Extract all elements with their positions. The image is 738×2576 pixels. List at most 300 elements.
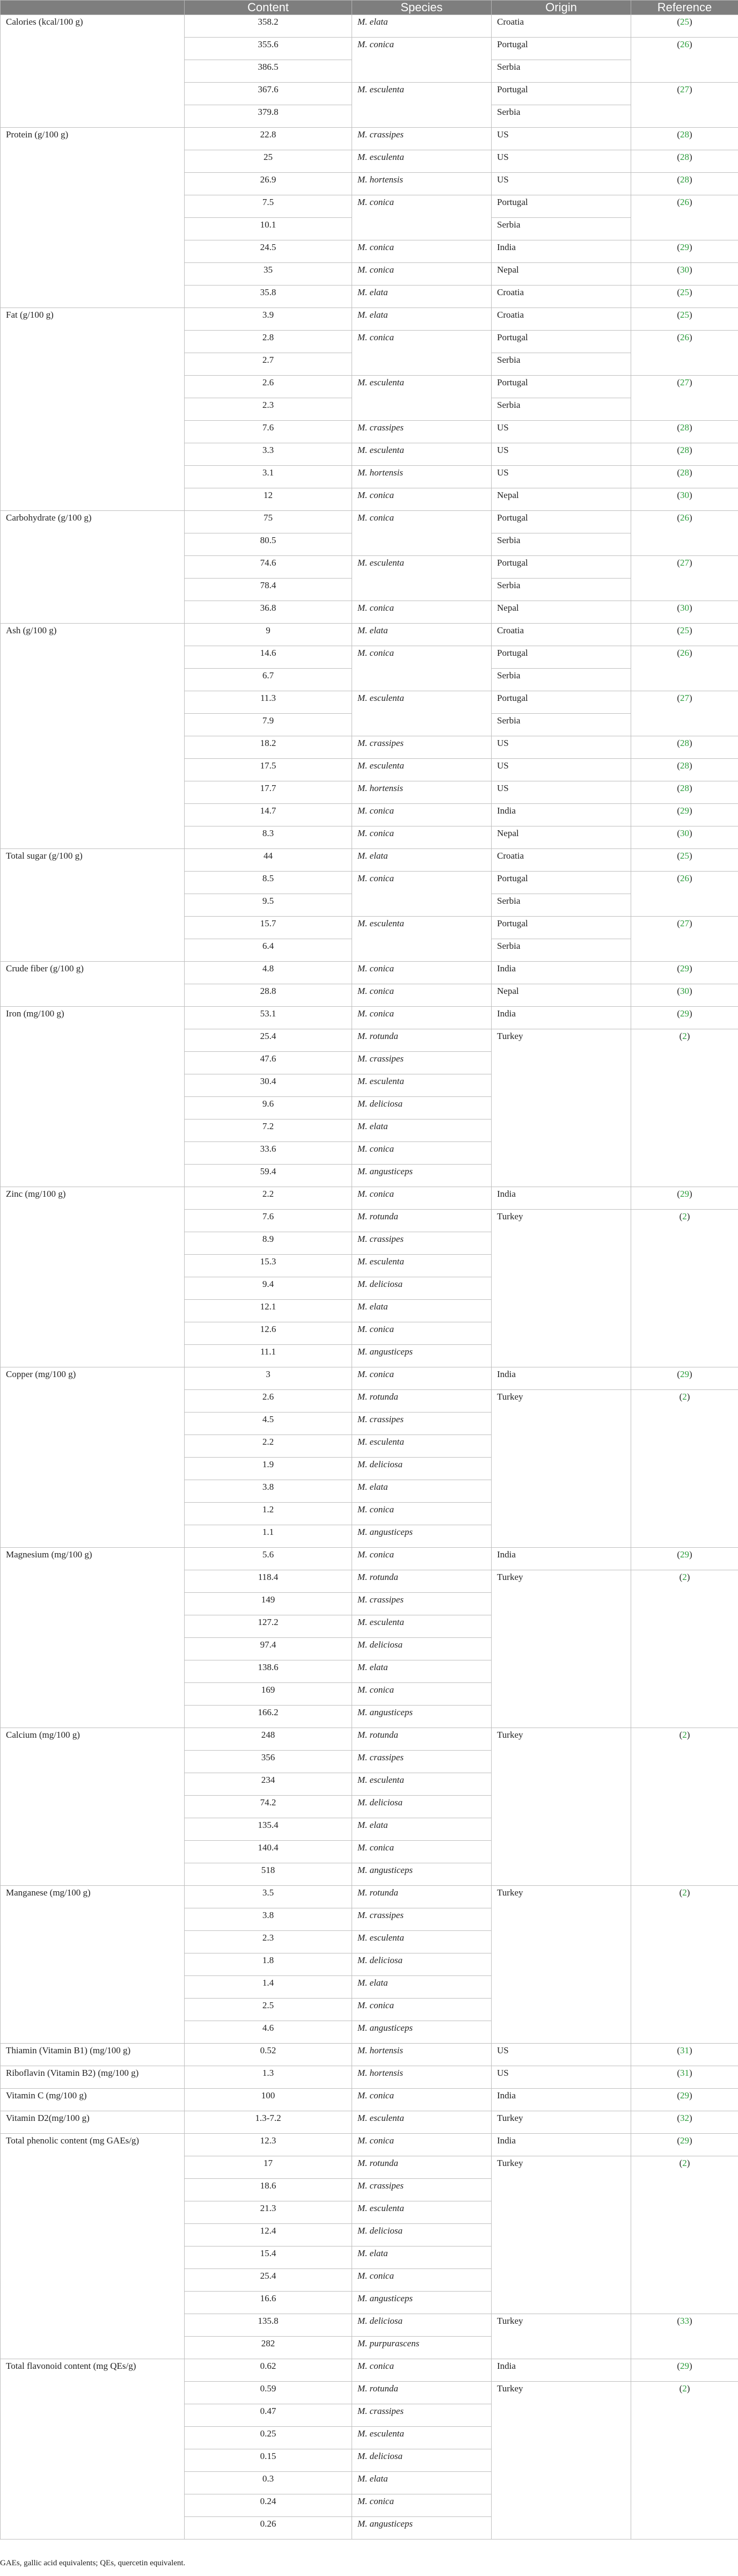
species-cell: M. esculenta xyxy=(352,1615,492,1638)
species-cell: M. crassipes xyxy=(352,128,492,150)
species-cell: M. angusticeps xyxy=(352,1706,492,1728)
content-cell: 9.4 xyxy=(185,1277,352,1300)
content-cell: 3.5 xyxy=(185,1886,352,1908)
species-cell: M. elata xyxy=(352,1480,492,1503)
species-cell: M. conica xyxy=(352,826,492,849)
species-cell: M. esculenta xyxy=(352,2111,492,2134)
content-cell: 379.8 xyxy=(185,105,352,128)
species-cell: M. rotunda xyxy=(352,1210,492,1232)
species-cell: M. hortensis xyxy=(352,2044,492,2066)
content-cell: 248 xyxy=(185,1728,352,1751)
species-cell: M. conica xyxy=(352,1683,492,1706)
origin-cell: Serbia xyxy=(492,939,631,962)
header-origin: Origin xyxy=(492,1,631,15)
content-cell: 4.5 xyxy=(185,1413,352,1435)
content-cell: 358.2 xyxy=(185,15,352,38)
reference-cell: (28) xyxy=(631,736,738,759)
origin-cell: India xyxy=(492,1007,631,1029)
origin-cell: Turkey xyxy=(492,1886,631,2044)
content-cell: 53.1 xyxy=(185,1007,352,1029)
reference-cell: (2) xyxy=(631,1210,738,1367)
origin-cell: US xyxy=(492,736,631,759)
species-cell: M. deliciosa xyxy=(352,1277,492,1300)
content-cell: 7.9 xyxy=(185,714,352,736)
species-cell: M. conica xyxy=(352,511,492,556)
reference-link[interactable]: 2 xyxy=(682,1211,687,1221)
reference-link[interactable]: 2 xyxy=(682,1730,687,1740)
reference-link[interactable]: 28 xyxy=(680,422,689,433)
content-cell: 12 xyxy=(185,488,352,511)
content-cell: 4.6 xyxy=(185,2021,352,2044)
content-cell: 8.3 xyxy=(185,826,352,849)
reference-cell: (33) xyxy=(631,2314,738,2359)
species-cell: M. esculenta xyxy=(352,2201,492,2224)
parameter-cell: Copper (mg/100 g) xyxy=(1,1367,185,1548)
content-cell: 518 xyxy=(185,1863,352,1886)
reference-link[interactable]: 27 xyxy=(680,918,689,928)
content-cell: 7.6 xyxy=(185,1210,352,1232)
species-cell: M. elata xyxy=(352,1119,492,1142)
content-cell: 2.3 xyxy=(185,1931,352,1953)
content-cell: 100 xyxy=(185,2089,352,2111)
content-cell: 18.2 xyxy=(185,736,352,759)
content-cell: 47.6 xyxy=(185,1052,352,1074)
content-cell: 1.9 xyxy=(185,1458,352,1480)
reference-link[interactable]: 30 xyxy=(680,265,689,275)
origin-cell: Nepal xyxy=(492,263,631,286)
reference-link[interactable]: 26 xyxy=(680,648,689,658)
species-cell: M. elata xyxy=(352,624,492,646)
content-cell: 59.4 xyxy=(185,1165,352,1187)
reference-link[interactable]: 29 xyxy=(680,1549,689,1560)
reference-cell: (27) xyxy=(631,376,738,421)
species-cell: M. angusticeps xyxy=(352,1345,492,1367)
content-cell: 15.3 xyxy=(185,1255,352,1277)
species-cell: M. esculenta xyxy=(352,83,492,128)
species-cell: M. rotunda xyxy=(352,1390,492,1413)
content-cell: 17.7 xyxy=(185,781,352,804)
reference-cell: (2) xyxy=(631,1390,738,1548)
species-cell: M. deliciosa xyxy=(352,1638,492,1660)
reference-cell: (27) xyxy=(631,691,738,736)
species-cell: M. rotunda xyxy=(352,1029,492,1052)
reference-link[interactable]: 33 xyxy=(680,2316,689,2326)
content-cell: 12.3 xyxy=(185,2134,352,2156)
content-cell: 11.1 xyxy=(185,1345,352,1367)
reference-cell: (32) xyxy=(631,2111,738,2134)
species-cell: M. conica xyxy=(352,2359,492,2382)
content-cell: 8.9 xyxy=(185,1232,352,1255)
species-cell: M. crassipes xyxy=(352,736,492,759)
species-cell: M. elata xyxy=(352,1300,492,1322)
reference-cell: (26) xyxy=(631,38,738,83)
reference-cell: (28) xyxy=(631,150,738,173)
reference-link[interactable]: 30 xyxy=(680,490,689,500)
table-row xyxy=(1,15,738,38)
species-cell: M. esculenta xyxy=(352,1931,492,1953)
parameter-cell: Vitamin C (mg/100 g) xyxy=(1,2089,185,2111)
header-parameter xyxy=(1,1,185,15)
origin-cell: US xyxy=(492,759,631,781)
table-row xyxy=(1,2359,738,2382)
content-cell: 356 xyxy=(185,1751,352,1773)
content-cell: 26.9 xyxy=(185,173,352,195)
origin-cell: India xyxy=(492,2134,631,2156)
reference-cell: (29) xyxy=(631,2134,738,2156)
content-cell: 74.2 xyxy=(185,1796,352,1818)
origin-cell: Turkey xyxy=(492,1390,631,1548)
content-cell: 0.62 xyxy=(185,2359,352,2382)
species-cell: M. crassipes xyxy=(352,1908,492,1931)
content-cell: 28.8 xyxy=(185,984,352,1007)
content-cell: 2.2 xyxy=(185,1435,352,1458)
reference-cell: (28) xyxy=(631,173,738,195)
species-cell: M. conica xyxy=(352,195,492,240)
content-cell: 1.3-7.2 xyxy=(185,2111,352,2134)
content-cell: 15.7 xyxy=(185,917,352,939)
species-cell: M. elata xyxy=(352,308,492,331)
species-cell: M. esculenta xyxy=(352,150,492,173)
reference-link[interactable]: 25 xyxy=(680,625,689,635)
reference-link[interactable]: 28 xyxy=(680,152,689,162)
parameter-cell: Total sugar (g/100 g) xyxy=(1,849,185,962)
species-cell: M. angusticeps xyxy=(352,2021,492,2044)
origin-cell: Turkey xyxy=(492,1210,631,1367)
table-row xyxy=(1,1367,738,1390)
reference-link[interactable]: 30 xyxy=(680,828,689,838)
origin-cell: US xyxy=(492,173,631,195)
species-cell: M. deliciosa xyxy=(352,1796,492,1818)
reference-link[interactable]: 29 xyxy=(680,2361,689,2371)
reference-link[interactable]: 28 xyxy=(680,783,689,793)
content-cell: 36.8 xyxy=(185,601,352,624)
reference-link[interactable]: 26 xyxy=(680,332,689,342)
reference-link[interactable]: 29 xyxy=(680,806,689,816)
reference-cell: (29) xyxy=(631,1367,738,1390)
reference-link[interactable]: 28 xyxy=(680,467,689,478)
content-cell: 25 xyxy=(185,150,352,173)
content-cell: 2.5 xyxy=(185,1999,352,2021)
parameter-cell: Manganese (mg/100 g) xyxy=(1,1886,185,2044)
parameter-cell: Crude fiber (g/100 g) xyxy=(1,962,185,1007)
content-cell: 33.6 xyxy=(185,1142,352,1165)
content-cell: 0.15 xyxy=(185,2449,352,2472)
reference-link[interactable]: 25 xyxy=(680,17,689,27)
content-cell: 2.2 xyxy=(185,1187,352,1210)
origin-cell: Croatia xyxy=(492,849,631,872)
table-row xyxy=(1,624,738,646)
reference-cell: (31) xyxy=(631,2044,738,2066)
species-cell: M. crassipes xyxy=(352,1593,492,1615)
table-row xyxy=(1,1548,738,1570)
content-cell: 35 xyxy=(185,263,352,286)
origin-cell: India xyxy=(492,2359,631,2382)
origin-cell: Turkey xyxy=(492,1029,631,1187)
reference-link[interactable]: 28 xyxy=(680,445,689,455)
reference-link[interactable]: 2 xyxy=(682,1392,687,1402)
origin-cell: Serbia xyxy=(492,218,631,240)
origin-cell: US xyxy=(492,466,631,488)
origin-cell: Portugal xyxy=(492,556,631,579)
content-cell: 16.6 xyxy=(185,2292,352,2314)
species-cell: M. rotunda xyxy=(352,1886,492,1908)
species-cell: M. conica xyxy=(352,1007,492,1029)
reference-link[interactable]: 2 xyxy=(682,2383,687,2394)
content-cell: 9.6 xyxy=(185,1097,352,1119)
origin-cell: Serbia xyxy=(492,353,631,376)
reference-link[interactable]: 30 xyxy=(680,603,689,613)
content-cell: 135.4 xyxy=(185,1818,352,1841)
content-cell: 12.1 xyxy=(185,1300,352,1322)
reference-cell: (29) xyxy=(631,804,738,826)
reference-cell: (2) xyxy=(631,1570,738,1728)
species-cell: M. crassipes xyxy=(352,1232,492,1255)
species-cell: M. conica xyxy=(352,1503,492,1525)
species-cell: M. esculenta xyxy=(352,2427,492,2449)
reference-link[interactable]: 26 xyxy=(680,873,689,883)
content-cell: 1.2 xyxy=(185,1503,352,1525)
origin-cell: US xyxy=(492,150,631,173)
reference-cell: (25) xyxy=(631,308,738,331)
header-reference: Reference xyxy=(631,1,738,15)
species-cell: M. elata xyxy=(352,1976,492,1999)
species-cell: M. rotunda xyxy=(352,2156,492,2179)
reference-link[interactable]: 29 xyxy=(680,1369,689,1379)
parameter-cell: Protein (g/100 g) xyxy=(1,128,185,308)
origin-cell: Serbia xyxy=(492,714,631,736)
species-cell: M. angusticeps xyxy=(352,1165,492,1187)
content-cell: 44 xyxy=(185,849,352,872)
table-body xyxy=(1,15,738,2540)
reference-cell: (26) xyxy=(631,511,738,556)
species-cell: M. conica xyxy=(352,263,492,286)
reference-link[interactable]: 27 xyxy=(680,558,689,568)
species-cell: M. conica xyxy=(352,1187,492,1210)
content-cell: 7.5 xyxy=(185,195,352,218)
reference-link[interactable]: 32 xyxy=(680,2113,689,2123)
content-cell: 169 xyxy=(185,1683,352,1706)
content-cell: 3.1 xyxy=(185,466,352,488)
origin-cell: Portugal xyxy=(492,872,631,894)
reference-link[interactable]: 2 xyxy=(682,1572,687,1582)
species-cell: M. conica xyxy=(352,1841,492,1863)
content-cell: 18.6 xyxy=(185,2179,352,2201)
content-cell: 74.6 xyxy=(185,556,352,579)
parameter-cell: Magnesium (mg/100 g) xyxy=(1,1548,185,1728)
reference-cell: (28) xyxy=(631,759,738,781)
reference-cell: (29) xyxy=(631,962,738,984)
parameter-cell: Riboflavin (Vitamin B2) (mg/100 g) xyxy=(1,2066,185,2089)
species-cell: M. elata xyxy=(352,2472,492,2494)
reference-link[interactable]: 31 xyxy=(680,2045,689,2055)
reference-cell: (2) xyxy=(631,2382,738,2540)
content-cell: 1.8 xyxy=(185,1953,352,1976)
reference-cell: (30) xyxy=(631,488,738,511)
species-cell: M. elata xyxy=(352,1660,492,1683)
reference-link[interactable]: 25 xyxy=(680,851,689,861)
content-cell: 135.8 xyxy=(185,2314,352,2337)
reference-cell: (25) xyxy=(631,15,738,38)
reference-cell: (26) xyxy=(631,646,738,691)
reference-cell: (29) xyxy=(631,2089,738,2111)
parameter-cell: Ash (g/100 g) xyxy=(1,624,185,849)
species-cell: M. angusticeps xyxy=(352,2517,492,2540)
origin-cell: Turkey xyxy=(492,2314,631,2359)
reference-link[interactable]: 29 xyxy=(680,242,689,252)
reference-cell: (30) xyxy=(631,984,738,1007)
content-cell: 3.9 xyxy=(185,308,352,331)
reference-link[interactable]: 27 xyxy=(680,377,689,387)
table-row xyxy=(1,511,738,533)
content-cell: 3 xyxy=(185,1367,352,1390)
content-cell: 24.5 xyxy=(185,240,352,263)
species-cell: M. esculenta xyxy=(352,556,492,601)
content-cell: 6.4 xyxy=(185,939,352,962)
content-cell: 386.5 xyxy=(185,60,352,83)
species-cell: M. hortensis xyxy=(352,2066,492,2089)
reference-link[interactable]: 31 xyxy=(680,2068,689,2078)
origin-cell: Portugal xyxy=(492,917,631,939)
species-cell: M. esculenta xyxy=(352,691,492,736)
origin-cell: Nepal xyxy=(492,601,631,624)
reference-link[interactable]: 28 xyxy=(680,760,689,771)
species-cell: M. esculenta xyxy=(352,1074,492,1097)
reference-link[interactable]: 29 xyxy=(680,1189,689,1199)
reference-cell: (30) xyxy=(631,826,738,849)
species-cell: M. angusticeps xyxy=(352,1863,492,1886)
species-cell: M. esculenta xyxy=(352,443,492,466)
content-cell: 140.4 xyxy=(185,1841,352,1863)
reference-link[interactable]: 27 xyxy=(680,84,689,94)
species-cell: M. deliciosa xyxy=(352,2224,492,2246)
origin-cell: India xyxy=(492,1548,631,1570)
reference-cell: (26) xyxy=(631,195,738,240)
content-cell: 7.2 xyxy=(185,1119,352,1142)
origin-cell: Portugal xyxy=(492,646,631,669)
species-cell: M. esculenta xyxy=(352,1255,492,1277)
reference-cell: (27) xyxy=(631,556,738,601)
origin-cell: Portugal xyxy=(492,38,631,60)
table-row xyxy=(1,962,738,984)
reference-link[interactable]: 28 xyxy=(680,129,689,140)
origin-cell: Nepal xyxy=(492,826,631,849)
species-cell: M. deliciosa xyxy=(352,2314,492,2337)
origin-cell: Portugal xyxy=(492,376,631,398)
content-cell: 6.7 xyxy=(185,669,352,691)
origin-cell: Serbia xyxy=(492,398,631,421)
content-cell: 12.6 xyxy=(185,1322,352,1345)
origin-cell: India xyxy=(492,962,631,984)
content-cell: 12.4 xyxy=(185,2224,352,2246)
reference-link[interactable]: 29 xyxy=(680,2135,689,2146)
species-cell: M. elata xyxy=(352,1818,492,1841)
species-cell: M. conica xyxy=(352,1999,492,2021)
species-cell: M. hortensis xyxy=(352,781,492,804)
origin-cell: Turkey xyxy=(492,1570,631,1728)
reference-link[interactable]: 2 xyxy=(682,2158,687,2168)
table-row xyxy=(1,2066,738,2089)
reference-link[interactable]: 2 xyxy=(682,1031,687,1041)
content-cell: 2.6 xyxy=(185,1390,352,1413)
reference-cell: (28) xyxy=(631,781,738,804)
origin-cell: Portugal xyxy=(492,511,631,533)
reference-cell: (26) xyxy=(631,331,738,376)
species-cell: M. conica xyxy=(352,240,492,263)
table-row xyxy=(1,2134,738,2156)
content-cell: 4.8 xyxy=(185,962,352,984)
origin-cell: Serbia xyxy=(492,579,631,601)
reference-cell: (28) xyxy=(631,443,738,466)
species-cell: M. conica xyxy=(352,2089,492,2111)
table-header-row xyxy=(1,1,738,15)
content-cell: 0.59 xyxy=(185,2382,352,2404)
origin-cell: Portugal xyxy=(492,691,631,714)
content-cell: 14.7 xyxy=(185,804,352,826)
origin-cell: Turkey xyxy=(492,2111,631,2134)
reference-link[interactable]: 28 xyxy=(680,174,689,185)
species-cell: M. elata xyxy=(352,15,492,38)
species-cell: M. conica xyxy=(352,2494,492,2517)
table-row xyxy=(1,1007,738,1029)
content-cell: 8.5 xyxy=(185,872,352,894)
content-cell: 234 xyxy=(185,1773,352,1796)
species-cell: M. angusticeps xyxy=(352,2292,492,2314)
reference-cell: (29) xyxy=(631,1548,738,1570)
reference-link[interactable]: 26 xyxy=(680,197,689,207)
species-cell: M. crassipes xyxy=(352,2179,492,2201)
reference-link[interactable]: 26 xyxy=(680,513,689,523)
reference-link[interactable]: 25 xyxy=(680,310,689,320)
origin-cell: Portugal xyxy=(492,83,631,105)
reference-link[interactable]: 30 xyxy=(680,986,689,996)
origin-cell: India xyxy=(492,1367,631,1390)
species-cell: M. angusticeps xyxy=(352,1525,492,1548)
species-cell: M. hortensis xyxy=(352,173,492,195)
reference-link[interactable]: 26 xyxy=(680,39,689,49)
content-cell: 3.3 xyxy=(185,443,352,466)
content-cell: 9 xyxy=(185,624,352,646)
reference-cell: (28) xyxy=(631,466,738,488)
reference-link[interactable]: 29 xyxy=(680,963,689,974)
reference-link[interactable]: 2 xyxy=(682,1887,687,1898)
content-cell: 367.6 xyxy=(185,83,352,105)
origin-cell: Serbia xyxy=(492,60,631,83)
origin-cell: US xyxy=(492,443,631,466)
reference-cell: (29) xyxy=(631,1007,738,1029)
species-cell: M. crassipes xyxy=(352,421,492,443)
content-cell: 5.6 xyxy=(185,1548,352,1570)
origin-cell: Serbia xyxy=(492,105,631,128)
content-cell: 17.5 xyxy=(185,759,352,781)
species-cell: M. esculenta xyxy=(352,376,492,421)
parameter-cell: Iron (mg/100 g) xyxy=(1,1007,185,1187)
reference-link[interactable]: 27 xyxy=(680,693,689,703)
species-cell: M. deliciosa xyxy=(352,2449,492,2472)
content-cell: 3.8 xyxy=(185,1480,352,1503)
reference-cell: (27) xyxy=(631,917,738,962)
reference-link[interactable]: 25 xyxy=(680,287,689,297)
reference-link[interactable]: 29 xyxy=(680,1008,689,1019)
content-cell: 2.6 xyxy=(185,376,352,398)
reference-cell: (25) xyxy=(631,286,738,308)
reference-link[interactable]: 29 xyxy=(680,2090,689,2101)
origin-cell: Nepal xyxy=(492,984,631,1007)
content-cell: 97.4 xyxy=(185,1638,352,1660)
content-cell: 1.3 xyxy=(185,2066,352,2089)
content-cell: 22.8 xyxy=(185,128,352,150)
content-cell: 3.8 xyxy=(185,1908,352,1931)
reference-link[interactable]: 28 xyxy=(680,738,689,748)
